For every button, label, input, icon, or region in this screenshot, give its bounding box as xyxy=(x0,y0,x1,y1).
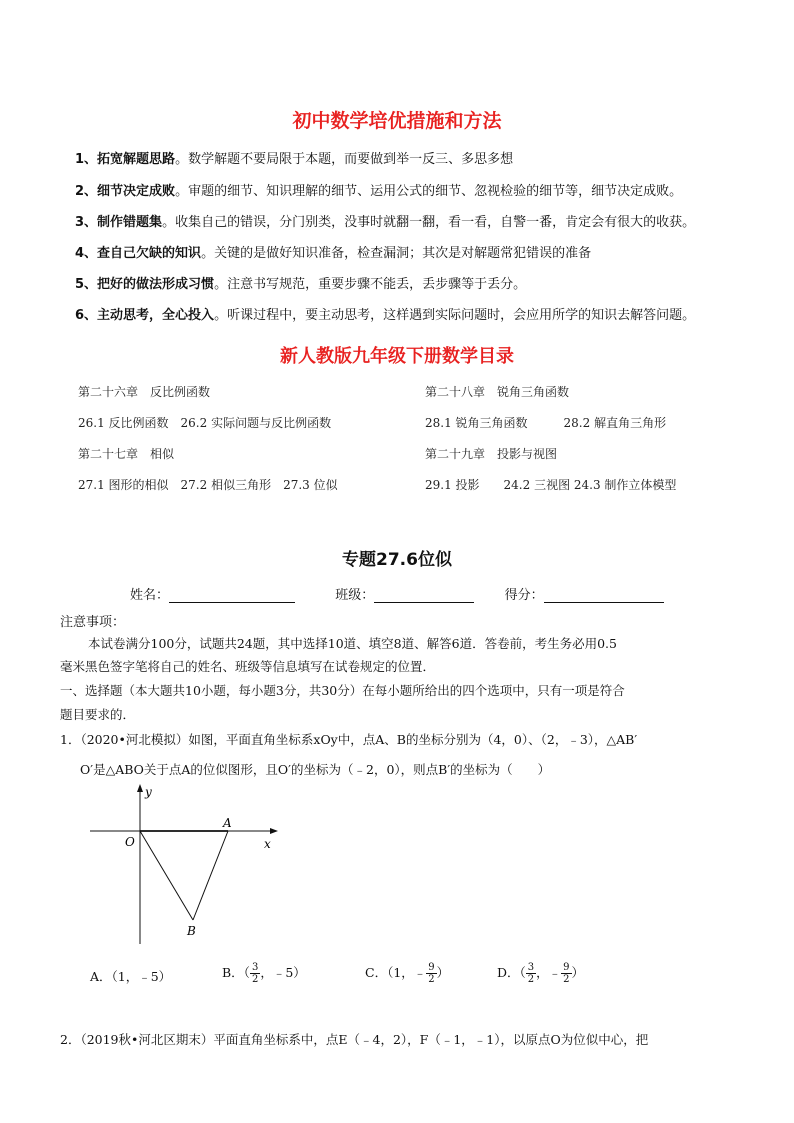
tip-1: 1、拓宽解题思路。数学解题不要局限于本题，而要做到举一反三、多思多想 xyxy=(75,152,514,167)
section-line-1: 一、选择题（本大题共10小题，每小题3分，共30分）在每小题所给出的四个选项中，只有一项是符合 xyxy=(60,683,625,698)
toc-sections-26: 26.1 反比例函数 26.2 实际问题与反比例函数 xyxy=(78,416,332,430)
q2-line-1: 2．（2019秋•河北区期末）平面直角坐标系中，点E（﹣4，2），F（﹣1，﹣1），以原点O为位似中心，把 xyxy=(60,1032,649,1047)
option-a[interactable]: A．（1，﹣5） xyxy=(90,969,172,984)
notice-line-1: 本试卷满分100分，试题共24题，其中选择10道、填空8道、解答6道．答卷前，考生务必用0.5 xyxy=(88,636,617,651)
class-label: 班级： xyxy=(335,588,375,603)
q1-line-1: 1．（2020•河北模拟）如图，平面直角坐标系xOy中，点A、B的坐标分别为（4，0）、（2，﹣3），△AB′ xyxy=(60,732,638,747)
label-y: y xyxy=(145,785,152,799)
toc-chapter-28: 第二十八章 锐角三角函数 xyxy=(425,385,570,399)
x-axis-arrow xyxy=(270,828,278,834)
toc-chapter-29: 第二十九章 投影与视图 xyxy=(425,447,558,461)
section-line-2: 题目要求的． xyxy=(60,707,136,722)
tip-5: 5、把好的做法形成习惯。注意书写规范，重要步骤不能丢，丢步骤等于丢分。 xyxy=(75,277,527,292)
notice-title: 注意事项： xyxy=(60,615,126,630)
option-b-fraction: $\frac{3}{2}$ xyxy=(251,962,259,985)
tip-3: 3、制作错题集。收集自己的错误，分门别类，没事时就翻一翻，看一看，自警一番，肯定会有很大的收获。 xyxy=(75,215,696,230)
score-label: 得分： xyxy=(504,588,544,603)
option-c-fraction: $\frac{9}{2}$ xyxy=(428,962,435,985)
option-b[interactable]: B．（ $\frac{3}{2}$ ，﹣5） xyxy=(222,962,306,985)
option-d-fraction-1: $\frac{3}{2}$ xyxy=(527,962,535,985)
toc-title: 新人教版九年级下册数学目录 xyxy=(280,346,514,367)
y-axis-arrow xyxy=(137,784,143,792)
info-line xyxy=(130,584,664,603)
segment-ab xyxy=(193,831,228,920)
tip-6: 6、主动思考，全心投入。听课过程中，要主动思考，这样遇到实际问题时，会应用所学的知识去解答问题。 xyxy=(75,308,696,323)
toc-chapter-26: 第二十六章 反比例函数 xyxy=(78,385,211,399)
exam-title: 专题27.6位似 xyxy=(342,550,452,570)
q1-line-2: O′是△ABO关于点A的位似图形，且O′的坐标为（﹣2，0），则点B′的坐标为（ ） xyxy=(80,762,551,777)
label-a: A xyxy=(223,816,232,830)
toc-sections-27: 27.1 图形的相似 27.2 相似三角形 27.3 位似 xyxy=(78,478,338,492)
tip-2: 2、细节决定成败。审题的细节、知识理解的细节、运用公式的细节、忽视检验的细节等，细节决定成败。 xyxy=(75,184,683,199)
name-label: 姓名： xyxy=(130,588,170,603)
label-x: x xyxy=(264,837,271,851)
q1-figure xyxy=(85,782,285,952)
notice-line-2: 毫米黑色签字笔将自己的姓名、班级等信息填写在试卷规定的位置． xyxy=(60,659,436,674)
toc-sections-28: 28.1 锐角三角函数 28.2 解直角三角形 xyxy=(425,416,667,430)
name-field[interactable] xyxy=(169,589,295,603)
label-b: B xyxy=(187,924,196,938)
tip-4: 4、查自己欠缺的知识。关键的是做好知识准备，检查漏洞；其次是对解题常犯错误的准备 xyxy=(75,246,592,261)
tips-title: 初中数学培优措施和方法 xyxy=(292,110,502,132)
label-o: O xyxy=(125,835,135,849)
option-c[interactable]: C．（1，﹣ $\frac{9}{2}$ ） xyxy=(365,962,450,985)
toc-sections-29: 29.1 投影 24.2 三视图 24.3 制作立体模型 xyxy=(425,478,677,492)
toc-chapter-27: 第二十七章 相似 xyxy=(78,447,175,461)
segment-ob xyxy=(140,831,193,920)
option-d[interactable]: D．（ $\frac{3}{2}$ ，﹣ $\frac{9}{2}$ ） xyxy=(497,962,585,985)
score-field[interactable] xyxy=(544,589,664,603)
option-d-fraction-2: $\frac{9}{2}$ xyxy=(563,962,570,985)
class-field[interactable] xyxy=(374,589,474,603)
